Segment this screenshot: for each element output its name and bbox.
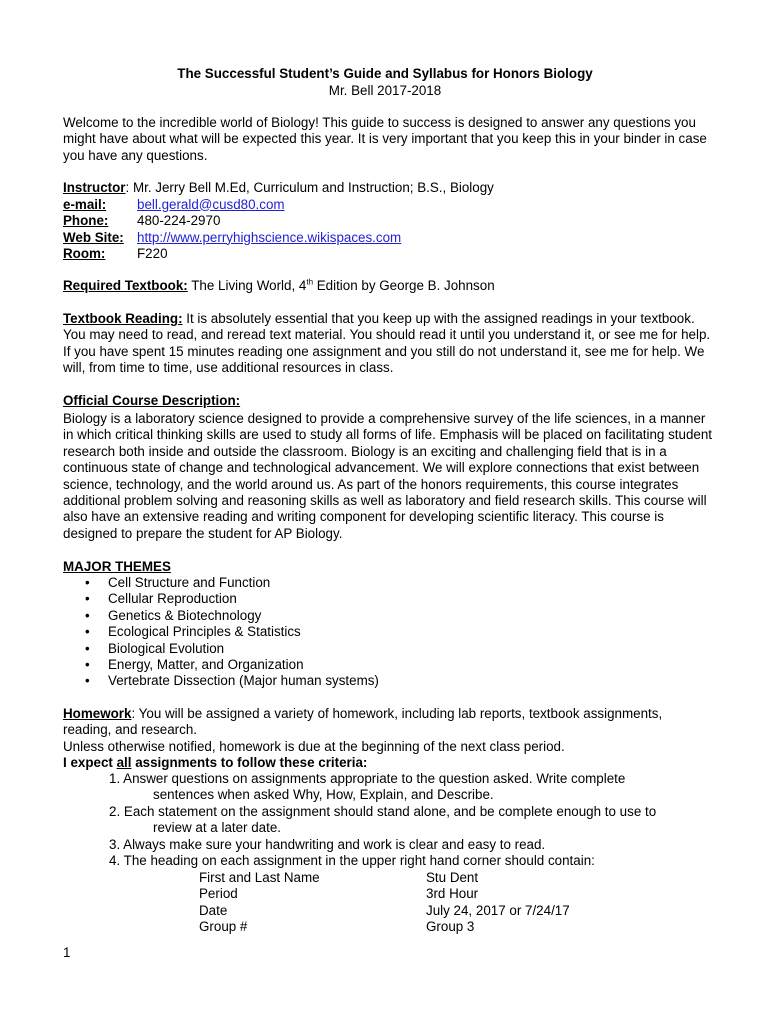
instructor-value: : Mr. Jerry Bell M.Ed, Curriculum and Instruction; B.S., Biology [125, 180, 494, 195]
bullet-icon: • [85, 591, 90, 607]
textbook-label: Required Textbook: [63, 278, 188, 293]
instructor-label: Instructor [63, 180, 126, 195]
list-item: 2. Each statement on the assignment should stand alone, and be complete enough to use to review at a later date. [109, 803, 657, 836]
list-item: 3. Always make sure your handwriting and work is clear and easy to read. [109, 836, 546, 852]
criteria-emphasis: all [116, 755, 132, 770]
list-item: • Vertebrate Dissection (Major human systems) [85, 673, 379, 689]
description-heading [63, 393, 240, 409]
textbook-value-start: The Living World, 4 [187, 278, 307, 293]
description-label: Official Course Description: [63, 393, 241, 408]
list-item: 1. Answer questions on assignments appropriate to the question asked. Write complete sentences when asked Why, How, Explain, and Describe. [109, 771, 626, 803]
list-item: • Energy, Matter, and Organization [85, 656, 304, 672]
email-link[interactable]: bell.gerald@cusd80.com [137, 196, 285, 212]
homework-due: Unless otherwise notified, homework is due at the beginning of the next class period. [63, 739, 565, 754]
document-subtitle: Mr. Bell 2017-2018 [328, 83, 442, 98]
textbook-row [63, 278, 495, 294]
description-paragraph: Biology is a laboratory science designed to provide a comprehensive survey of the life sciences, in a manner in which critical thinking skills are used to study all forms of life. Emphasis will be placed on facilitating student research both inside and outside the classroom. Biology is an exciting and challenging field that is in a continuous state of change and technological advancement. We will explore connections that exist between science, technology, and the world around us. As part of the honors requirements, this course integrates additional problem solving and reasoning skills as well as laboratory and field research skills. This course will also have an extensive reading and writing component for developing scientific literacy. This course is designed to prepare the student for AP Biology. [63, 411, 713, 541]
email-label: e-mail: [63, 196, 107, 212]
homework-label: Homework [63, 706, 132, 721]
phone-value: 480-224-2970 [137, 213, 221, 228]
themes-label: MAJOR THEMES [63, 559, 171, 574]
document-title: The Successful Student’s Guide and Syllabus for Honors Biology [177, 66, 593, 81]
themes-heading [63, 559, 171, 575]
textbook-value-end: Edition by George B. Johnson [313, 278, 495, 293]
reading-text: It is absolutely essential that you keep up with the assigned readings in your textbook. You may need to read, and reread text material. You should read it until you understand it, or see me for help. If you have spent 15 minutes reading one assignment and you still do not understand it, see me for help. We will, from time to time, use additional resources in class. [63, 311, 711, 376]
list-item: • Cellular Reproduction [85, 591, 237, 607]
bullet-icon: • [85, 640, 90, 656]
instructor-row [63, 180, 494, 196]
website-row [63, 230, 401, 246]
bullet-icon: • [85, 656, 90, 672]
room-label: Room: [63, 246, 106, 261]
website-label: Web Site: [63, 229, 124, 245]
themes-list [63, 575, 379, 690]
bullet-icon: • [85, 575, 90, 590]
list-item: • Genetics & Biotechnology [85, 607, 262, 623]
bullet-icon: • [85, 624, 90, 640]
homework-text: : You will be assigned a variety of homework, including lab reports, textbook assignments, reading, and research. [63, 706, 663, 738]
reading-paragraph [63, 311, 713, 377]
list-item: • Biological Evolution [85, 640, 225, 656]
phone-label: Phone: [63, 213, 109, 228]
list-item: 4. The heading on each assignment in the upper right hand corner should contain: [109, 853, 595, 869]
room-value: F220 [137, 246, 168, 261]
phone-row [63, 213, 220, 229]
website-link[interactable]: http://www.perryhighscience.wikispaces.com [137, 229, 402, 245]
criteria-intro: I expect all assignments to follow these criteria: [63, 755, 368, 770]
bullet-icon: • [85, 607, 90, 623]
welcome-paragraph: Welcome to the incredible world of Biology! This guide to success is designed to answer any questions you might have about what will be expected this year. It is very important that you keep this in your binder in case you have any questions. [63, 115, 707, 163]
email-row [63, 197, 285, 213]
syllabus-page: The Successful Student’s Guide and Syllabus for Honors Biology Mr. Bell 2017-2018 Welcome to the incredible world of Biology! This guide to success is designed to answer any questions you might have about what will be expected this year. It is very important that you keep this in your binder in case you have any questions. Instructor: Mr. Jerry Bell M.Ed, Curriculum and Instruction; B.S., Biology e-mail: bell.gerald@cusd80.com Phone: 480-224-2970 Web Site: http://www.perryhighscience.wikispaces.com Room: F220 Required Textbook: The Living World, 4th Edition by George B. Johnson Textbook Reading: It is absolutely essential that you keep up with the assigned readings in your textbook. You may need to read, and reread text material. You should read it until you understand it, or see me for help. If you have spent 15 minutes reading one assignment and you still do not understand it, see me for help. We will, from time to time, use additional resources in class. Official Course Description: Biology is a laboratory science designed to provide a comprehensive survey of the life sciences, in a manner in which critical thinking skills are used to study all forms of life. Emphasis will be placed on facilitating student research both inside and outside the classroom. Biology is an exciting and challenging field that is in a continuous state of change and technological advancement. We will explore connections that exist between science, technology, and the world around us. As part of the honors requirements, this course integrates additional problem solving and reasoning skills as well as laboratory and field research skills. This course will also have an extensive reading and writing component for developing scientific literacy. This course is designed to prepare the student for AP Biology. MAJOR THEMES • Cell Structure and Function • Cellular Reproduction • Genetics & Biotechnology • Ecological Principles & Statistics • Biological Evolution • Energy, Matter, and Organization • Vertebrate Dissection (Major human systems) Homework: You will be assigned a variety of homework, including lab reports, textbook assignments, reading, and research. Unless otherwise notified, homework is due at the beginning of the next class period. I expect all assignments to follow these criteria: 1. Answer questions on assignments appropriate to the question asked. Write complete sentences when asked Why, How, Explain, and Describe. 2. Each statement on the assignment should stand alone, and be complete enough to use to review at a later date. 3. Always make sure your handwriting and work is clear and easy to read. 4. The heading on each assignment in the upper right hand corner should contain: First and Last Name Stu Dent Period 3rd Hour Date July 24, 2017 or 7/24/17 Group # Group 3 1 [0, 0, 770, 1024]
list-item: • Ecological Principles & Statistics [85, 624, 301, 640]
room-row [63, 246, 168, 262]
textbook-edition-suffix: th [306, 277, 314, 287]
page-number: 1 [63, 945, 71, 960]
list-item: • Cell Structure and Function [85, 575, 271, 590]
criteria-list [109, 771, 709, 869]
homework-paragraph [63, 706, 713, 739]
reading-label: Textbook Reading: [63, 311, 183, 326]
bullet-icon: • [85, 673, 90, 689]
